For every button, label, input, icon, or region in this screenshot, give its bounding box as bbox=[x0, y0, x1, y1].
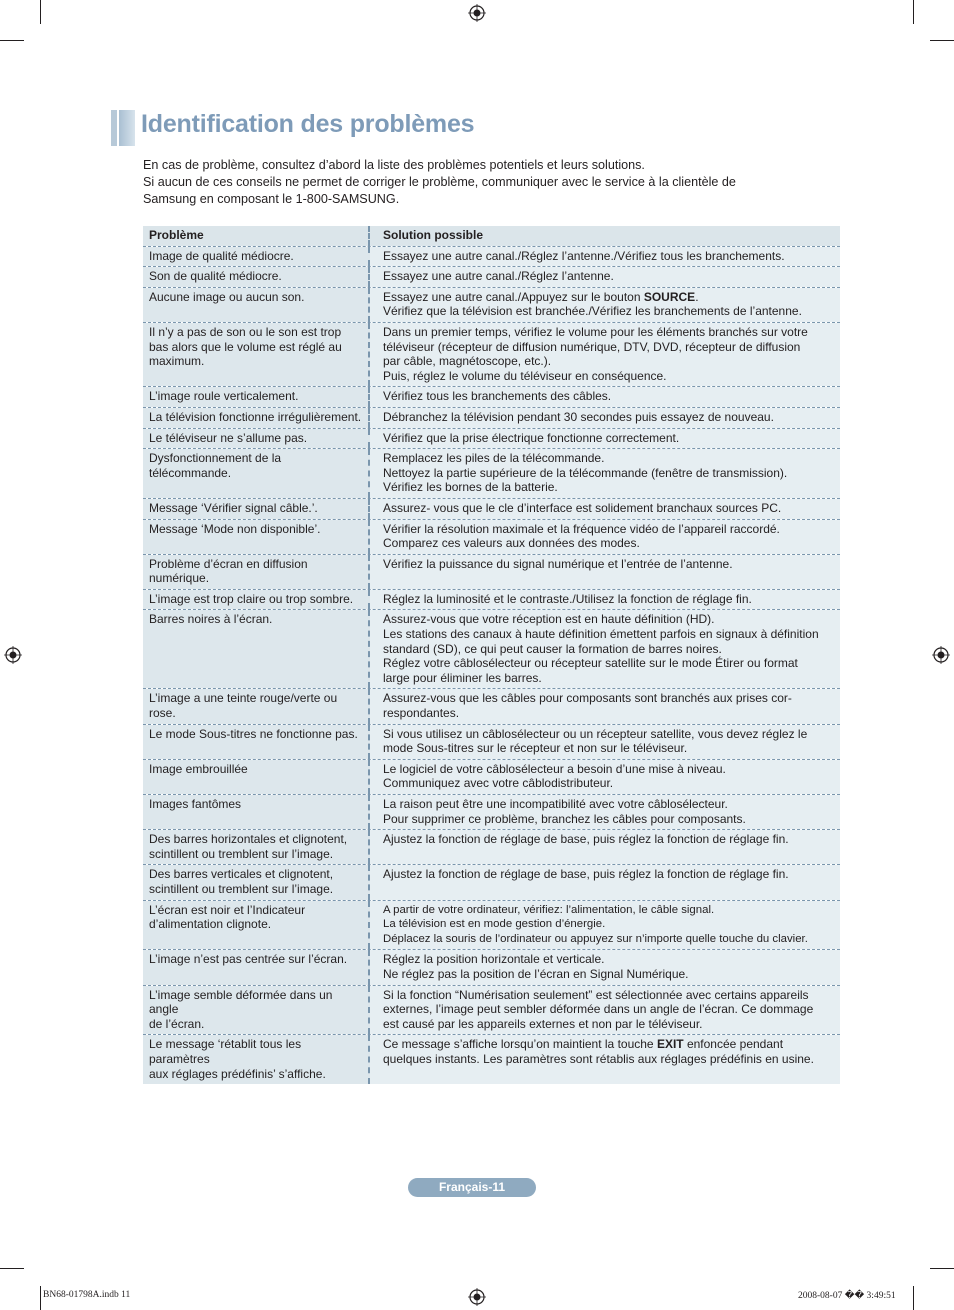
solution-cell bbox=[370, 865, 840, 899]
problem-cell bbox=[143, 795, 370, 829]
problem-cell bbox=[143, 986, 370, 1035]
crop-mark bbox=[0, 40, 24, 41]
problem-text: d’alimentation clignote. bbox=[149, 917, 272, 932]
solution-text-segment: quelques instants. Les paramètres sont rétablis aux réglages prédéfinis en usine. bbox=[383, 1051, 814, 1066]
problem-text: Image embrouillée bbox=[149, 761, 248, 776]
solution-text bbox=[383, 867, 835, 882]
solution-text-segment: Assurez-vous que votre réception est en haute définition (HD). bbox=[383, 612, 715, 627]
solution-text-segment: Vérifier la résolution maximale et la fréquence vidéo de l’appareil raccordé. bbox=[383, 521, 780, 536]
problem-text: Dysfonctionnement de la télécommande. bbox=[149, 451, 282, 480]
title-accent-bar bbox=[111, 110, 135, 146]
solution-text bbox=[383, 501, 835, 516]
problem-text: Aucune image ou aucun son. bbox=[149, 289, 305, 304]
solution-text bbox=[383, 917, 835, 932]
table-row bbox=[143, 760, 840, 795]
table-row bbox=[143, 865, 840, 900]
table-row bbox=[143, 1035, 840, 1084]
solution-text-segment: Communiquez avec votre câblodistributeur. bbox=[383, 776, 614, 791]
solution-cell bbox=[370, 795, 840, 829]
solution-cell bbox=[370, 449, 840, 498]
solution-text-segment: Dans un premier temps, vérifiez le volume pour les éléments branchés sur votre bbox=[383, 324, 808, 339]
solution-text-segment: Si la fonction “Numérisation seulement” est sélectionnée avec certains appareils bbox=[383, 987, 809, 1002]
intro-line: Samsung en composant le 1-800-SAMSUNG. bbox=[143, 192, 400, 206]
solution-text-segment: Vérifiez que la prise électrique fonctionne correctement. bbox=[383, 430, 680, 445]
problem-text: aux réglages prédéfinis’ s’affiche. bbox=[149, 1066, 326, 1081]
date-slug: 2008-08-07 �� 3:49:51 bbox=[798, 1291, 896, 1301]
table-row bbox=[143, 247, 840, 268]
table-row bbox=[143, 449, 840, 499]
solution-cell bbox=[370, 387, 840, 407]
intro-line: Si aucun de ces conseils ne permet de corriger le problème, communiquer avec le service à la clientèle de bbox=[143, 175, 736, 189]
solution-text bbox=[383, 325, 835, 340]
problem-text: L’image a une teinte rouge/verte ou rose. bbox=[149, 691, 338, 721]
table-row bbox=[143, 725, 840, 760]
solution-text-segment: respondantes. bbox=[383, 706, 460, 721]
solution-text bbox=[383, 536, 835, 551]
solution-text bbox=[383, 812, 835, 827]
solution-text-segment: Essayez une autre canal./Réglez l’antenne. bbox=[383, 269, 614, 284]
solution-text bbox=[383, 967, 835, 982]
solution-text bbox=[383, 290, 835, 305]
solution-cell bbox=[370, 760, 840, 794]
problem-cell bbox=[143, 267, 370, 287]
troubleshooting-table bbox=[143, 226, 840, 1084]
solution-cell bbox=[370, 323, 840, 386]
button-name-text: EXIT bbox=[656, 1037, 684, 1052]
solution-text bbox=[383, 776, 835, 791]
solution-text-segment: La télévision est en mode gestion d’énergie. bbox=[383, 918, 606, 931]
solution-text-segment: Comparez ces valeurs aux données des modes. bbox=[383, 536, 640, 551]
problem-text: de l’écran. bbox=[149, 1016, 205, 1031]
solution-text bbox=[383, 988, 835, 1003]
problem-cell bbox=[143, 323, 370, 386]
solution-cell bbox=[370, 901, 840, 950]
solution-text bbox=[383, 354, 835, 369]
solution-text-segment: Réglez votre câblosélecteur ou récepteur satellite sur le mode Étirer ou format bbox=[383, 656, 798, 671]
problem-text: Images fantômes bbox=[149, 797, 242, 811]
solution-text bbox=[383, 304, 835, 319]
solution-text-segment: Ce message s’affiche lorsqu’on maintient la touche bbox=[383, 1037, 657, 1052]
problem-cell bbox=[143, 725, 370, 759]
problem-text: scintillent ou tremblent sur l’image. bbox=[149, 881, 334, 896]
solution-text bbox=[383, 903, 835, 918]
solution-text-segment: Puis, réglez le volume du téléviseur en conséquence. bbox=[383, 368, 667, 383]
solution-text-segment: A partir de votre ordinateur, vérifiez: l’alimentation, le câble signal. bbox=[383, 903, 715, 916]
solution-text bbox=[383, 952, 835, 967]
solution-text bbox=[383, 706, 835, 721]
problem-text: Message ‘Vérifier signal câble.’. bbox=[149, 500, 318, 515]
solution-text bbox=[383, 389, 835, 404]
solution-text-segment: externes, l’image peut sembler déformée dans un angle de l’écran. Ce dommage bbox=[383, 1002, 814, 1017]
table-row bbox=[143, 830, 840, 865]
solution-text-segment: standard (SD), ce qui peut causer la formation de barres noires. bbox=[383, 641, 722, 656]
problem-text: Message ‘Mode non disponible’. bbox=[149, 521, 321, 536]
solution-cell bbox=[370, 429, 840, 449]
solution-text-segment: Réglez la position horizontale et verticale. bbox=[383, 952, 605, 967]
table-row bbox=[143, 267, 840, 288]
crop-mark bbox=[913, 0, 914, 24]
solution-text bbox=[383, 1017, 835, 1032]
registration-mark-icon bbox=[468, 1288, 486, 1306]
problem-text: Son de qualité médiocre. bbox=[149, 269, 282, 284]
solution-text bbox=[383, 741, 835, 756]
solution-text-segment: Ajustez la fonction de réglage de base, puis réglez la fonction de réglage fin. bbox=[383, 832, 789, 847]
problem-cell bbox=[143, 1035, 370, 1084]
problem-text: La télévision fonctionne irrégulièrement. bbox=[149, 409, 362, 424]
page-title: Identification des problèmes bbox=[141, 110, 475, 138]
solution-text bbox=[383, 340, 835, 355]
problem-cell bbox=[143, 520, 370, 554]
problem-cell bbox=[143, 590, 370, 610]
solution-text bbox=[383, 466, 835, 481]
solution-text bbox=[383, 1037, 835, 1052]
solution-cell bbox=[370, 288, 840, 322]
solution-cell bbox=[370, 267, 840, 287]
solution-text-segment: Essayez une autre canal./Appuyez sur le bouton bbox=[383, 289, 644, 304]
solution-cell bbox=[370, 499, 840, 519]
table-row bbox=[143, 555, 840, 590]
solution-text bbox=[383, 612, 835, 627]
solution-text-segment: Pour supprimer ce problème, branchez les câbles pour composants. bbox=[383, 811, 746, 826]
solution-text bbox=[383, 1052, 835, 1067]
solution-text bbox=[383, 691, 835, 706]
solution-text-segment: Essayez une autre canal./Réglez l’antenne./Vérifiez tous les branchements. bbox=[383, 248, 785, 263]
solution-text bbox=[383, 451, 835, 466]
solution-text-segment: Réglez la luminosité et le contraste./Utilisez la fonction de réglage fin. bbox=[383, 591, 752, 606]
problem-text: Image de qualité médiocre. bbox=[149, 248, 294, 263]
solution-text bbox=[383, 762, 835, 777]
table-row bbox=[143, 986, 840, 1036]
solution-cell bbox=[370, 830, 840, 864]
solution-text-segment: mode Sous-titres sur le récepteur et non sur le téléviseur. bbox=[383, 741, 688, 756]
table-row bbox=[143, 590, 840, 611]
solution-text bbox=[383, 592, 835, 607]
problem-text: Le téléviseur ne s’allume pas. bbox=[149, 430, 308, 445]
solution-text bbox=[383, 642, 835, 657]
solution-cell bbox=[370, 247, 840, 267]
table-row bbox=[143, 429, 840, 450]
solution-text-segment: large pour éliminer les barres. bbox=[383, 670, 542, 685]
problem-cell bbox=[143, 387, 370, 407]
table-row bbox=[143, 795, 840, 830]
problem-cell bbox=[143, 610, 370, 688]
intro-line: En cas de problème, consultez d’abord la liste des problèmes potentiels et leurs solutions. bbox=[143, 158, 645, 172]
problem-text: Des barres verticales et clignotent, bbox=[149, 867, 334, 882]
solution-cell bbox=[370, 555, 840, 589]
solution-text-segment: La raison peut être une incompatibilité avec votre câblosélecteur. bbox=[383, 797, 728, 811]
solution-cell bbox=[370, 986, 840, 1035]
problem-cell bbox=[143, 555, 370, 589]
solution-text bbox=[383, 832, 835, 847]
table-row bbox=[143, 950, 840, 985]
problem-text: Le message ‘rétablit tous les paramètres bbox=[149, 1037, 302, 1066]
page-number-badge: Français-11 bbox=[408, 1178, 536, 1197]
table-row bbox=[143, 387, 840, 408]
solution-text-segment: Vérifiez tous les branchements des câbles. bbox=[383, 389, 612, 404]
solution-text bbox=[383, 627, 835, 642]
problem-text: Barres noires à l’écran. bbox=[149, 612, 273, 627]
solution-text-segment: Si vous utilisez un câblosélecteur ou un récepteur satellite, vous devez réglez le bbox=[383, 726, 808, 741]
problem-cell bbox=[143, 760, 370, 794]
column-header-problem: Problème bbox=[143, 226, 370, 246]
problem-text: L’image semble déformée dans un angle bbox=[149, 987, 333, 1017]
solution-cell bbox=[370, 689, 840, 723]
solution-text-segment: Les stations des canaux à haute définition émettent parfois en signaux à définition bbox=[383, 627, 819, 642]
solution-text-segment: . bbox=[695, 289, 699, 304]
problem-text: L’écran est noir et l’Indicateur bbox=[149, 902, 306, 917]
solution-cell bbox=[370, 590, 840, 610]
solution-cell bbox=[370, 408, 840, 428]
problem-text: L’image roule verticalement. bbox=[149, 389, 299, 404]
problem-text: scintillent ou tremblent sur l’image. bbox=[149, 846, 334, 861]
solution-text-segment: Déplacez la souris de l’ordinateur ou appuyez sur n’importe quelle touche du clavier. bbox=[383, 932, 808, 945]
solution-text-segment: Nettoyez la partie supérieure de la télécommande (fenêtre de transmission). bbox=[383, 465, 788, 480]
problem-text: Problème d’écran en diffusion bbox=[149, 556, 308, 571]
crop-mark bbox=[40, 1286, 41, 1310]
problem-cell bbox=[143, 950, 370, 984]
solution-text bbox=[383, 671, 835, 686]
crop-mark bbox=[930, 40, 954, 41]
solution-text-segment: Ajustez la fonction de réglage de base, puis réglez la fonction de réglage fin. bbox=[383, 867, 789, 882]
solution-cell bbox=[370, 725, 840, 759]
intro-text bbox=[143, 157, 833, 208]
solution-cell bbox=[370, 520, 840, 554]
table-row bbox=[143, 689, 840, 724]
registration-mark-icon bbox=[932, 646, 950, 664]
problem-text: L’image n’est pas centrée sur l’écran. bbox=[149, 952, 348, 967]
solution-text-segment: Vérifiez les bornes de la batterie. bbox=[383, 480, 558, 495]
solution-text bbox=[383, 369, 835, 384]
problem-text: maximum. bbox=[149, 354, 205, 369]
solution-text-segment: Ne réglez pas la position de l’écran en Signal Numérique. bbox=[383, 966, 689, 981]
table-row bbox=[143, 323, 840, 387]
table-row bbox=[143, 499, 840, 520]
solution-text bbox=[383, 557, 835, 572]
crop-mark bbox=[0, 1268, 24, 1269]
column-header-solution: Solution possible bbox=[370, 226, 840, 246]
problem-cell bbox=[143, 247, 370, 267]
solution-text-segment: Débranchez la télévision pendant 30 secondes puis essayez de nouveau. bbox=[383, 409, 774, 424]
table-row bbox=[143, 408, 840, 429]
solution-text bbox=[383, 656, 835, 671]
solution-text bbox=[383, 249, 835, 264]
registration-mark-icon bbox=[4, 646, 22, 664]
solution-text bbox=[383, 269, 835, 284]
solution-text-segment: Assurez-vous que les câbles pour composants sont branchés aux prises cor- bbox=[383, 691, 792, 706]
crop-mark bbox=[930, 1268, 954, 1269]
registration-mark-icon bbox=[468, 4, 486, 22]
table-row bbox=[143, 901, 840, 951]
problem-cell bbox=[143, 830, 370, 864]
solution-cell bbox=[370, 950, 840, 984]
table-row bbox=[143, 520, 840, 555]
solution-text-segment: par câble, magnétoscope, etc.). bbox=[383, 354, 552, 369]
solution-text-segment: Remplacez les piles de la télécommande. bbox=[383, 451, 605, 466]
problem-text: Des barres horizontales et clignotent, bbox=[149, 832, 348, 847]
file-slug: BN68-01798A.indb 11 bbox=[43, 1290, 131, 1300]
problem-text: L’image est trop claire ou trop sombre. bbox=[149, 591, 354, 606]
crop-mark bbox=[40, 0, 41, 24]
solution-cell bbox=[370, 610, 840, 688]
problem-cell bbox=[143, 429, 370, 449]
problem-text: Il n’y a pas de son ou le son est trop bbox=[149, 324, 342, 339]
solution-text bbox=[383, 410, 835, 425]
solution-text-segment: Assurez- vous que le cle d’interface est solidement branchaux sources PC. bbox=[383, 500, 782, 515]
solution-cell bbox=[370, 1035, 840, 1084]
solution-text-segment: Le logiciel de votre câblosélecteur a besoin d’une mise à niveau. bbox=[383, 761, 726, 776]
solution-text bbox=[383, 480, 835, 495]
solution-text-segment: Vérifiez que la télévision est branchée./Vérifiez les branchements de l’antenne. bbox=[383, 304, 802, 319]
problem-text: bas alors que le volume est réglé au bbox=[149, 339, 342, 354]
crop-mark bbox=[913, 1286, 914, 1310]
solution-text bbox=[383, 797, 835, 812]
problem-cell bbox=[143, 449, 370, 498]
problem-cell bbox=[143, 689, 370, 723]
solution-text bbox=[383, 522, 835, 537]
problem-cell bbox=[143, 499, 370, 519]
problem-text: numérique. bbox=[149, 571, 210, 586]
solution-text bbox=[383, 431, 835, 446]
button-name-text: SOURCE bbox=[643, 289, 696, 304]
table-row bbox=[143, 288, 840, 323]
problem-cell bbox=[143, 408, 370, 428]
problem-cell bbox=[143, 901, 370, 950]
table-row bbox=[143, 610, 840, 689]
solution-text bbox=[383, 1002, 835, 1017]
solution-text-segment: téléviseur (récepteur de diffusion numérique, DTV, DVD, récepteur de diffusion bbox=[383, 339, 801, 354]
solution-text-segment: enfoncée pendant bbox=[683, 1037, 784, 1052]
problem-cell bbox=[143, 865, 370, 899]
solution-text bbox=[383, 727, 835, 742]
solution-text bbox=[383, 932, 835, 947]
solution-text-segment: Vérifiez la puissance du signal numérique et l’entrée de l’antenne. bbox=[383, 556, 733, 571]
problem-text: Le mode Sous-titres ne fonctionne pas. bbox=[149, 726, 358, 741]
table-header-row bbox=[143, 226, 840, 247]
problem-cell bbox=[143, 288, 370, 322]
solution-text-segment: est causé par les appareils externes et non par le téléviseur. bbox=[383, 1016, 703, 1031]
